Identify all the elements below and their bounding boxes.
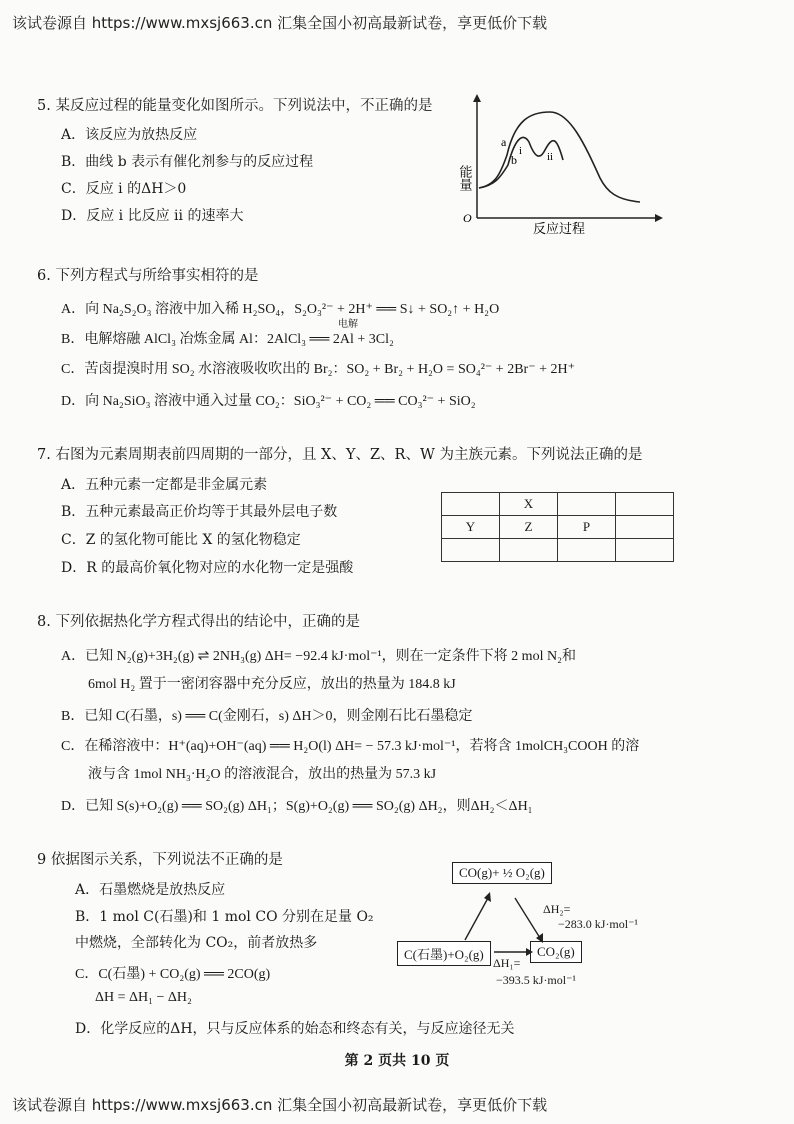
q9-option-b-line2: 中燃烧，全部转化为 CO₂，前者放热多	[75, 935, 318, 951]
graph-label-ii: ii	[547, 151, 554, 163]
dh1-label: ΔH₁=	[493, 956, 521, 970]
q6-stem: 6. 下列方程式与所给事实相符的是	[37, 268, 259, 284]
q6-option-a: A．向 Na₂S₂O₃ 溶液中加入稀 H₂SO₄，S₂O₃²⁻ + 2H⁺ ══ S↓ + SO₂↑ + H₂O	[61, 302, 500, 317]
page-number: 第 2 页共 10 页	[344, 1053, 450, 1069]
graph-label-b: b	[511, 153, 517, 167]
y-axis-arrow	[473, 94, 481, 102]
pt-cell	[442, 539, 500, 562]
q6-option-d: D．向 Na₂SiO₃ 溶液中通入过量 CO₂：SiO₃²⁻ + CO₂ ══ CO₃²⁻ + SiO₂	[61, 394, 476, 409]
x-axis-arrow	[655, 214, 663, 222]
q5-option-b: B．曲线 b 表示有催化剂参与的反应过程	[61, 154, 314, 170]
periodic-table-fragment	[441, 492, 674, 562]
pt-cell-p: P	[558, 516, 616, 539]
q5-stem: 5. 某反应过程的能量变化如图所示。下列说法中，不正确的是	[37, 98, 433, 114]
q7-stem: 7. 右图为元素周期表前四周期的一部分，且 X、Y、Z、R、W 为主族元素。下列说法正确的是	[37, 447, 643, 463]
q6-option-b: B．电解熔融 AlCl₃ 冶炼金属 Al：2AlCl₃ ══ 2Al + 3Cl₂	[61, 332, 394, 347]
q8-stem: 8. 下列依据热化学方程式得出的结论中，正确的是	[37, 614, 360, 630]
q5-energy-graph	[455, 90, 665, 240]
footer-banner: 该试卷源自 https://www.mxsj663.cn 汇集全国小初高最新试卷，享更低价下载	[12, 1096, 548, 1114]
pt-cell	[558, 493, 616, 516]
pt-cell	[616, 493, 674, 516]
q8-option-a-line2: 6mol H₂ 置于一密闭容器中充分反应，放出的热量为 184.8 kJ	[88, 677, 456, 692]
header-banner: 该试卷源自 https://www.mxsj663.cn 汇集全国小初高最新试卷，享更低价下载	[12, 14, 548, 32]
graph-origin: O	[463, 211, 472, 225]
diagram-left-box: C(石墨)+O₂(g)	[397, 941, 491, 966]
q8-option-c-line1: C．在稀溶液中：H⁺(aq)+OH⁻(aq) ══ H₂O(l) ΔH= − 57.3 kJ·mol⁻¹，若将含 1molCH₃COOH 的溶	[61, 739, 640, 754]
diagram-top-box: CO(g)+ ½ O₂(g)	[452, 862, 552, 884]
q9-option-a: A．石墨燃烧是放热反应	[75, 882, 226, 898]
q8-option-a-line1: A．已知 N₂(g)+3H₂(g) ⇌ 2NH₃(g) ΔH= −92.4 kJ·mol⁻¹，则在一定条件下将 2 mol N₂和	[61, 649, 576, 664]
q7-option-a: A．五种元素一定都是非金属元素	[61, 477, 268, 493]
dh1-value: −393.5 kJ·mol⁻¹	[496, 973, 577, 987]
diagram-right-box: CO₂(g)	[530, 941, 582, 963]
pt-cell	[558, 539, 616, 562]
pt-cell	[442, 493, 500, 516]
pt-cell	[500, 539, 558, 562]
q9-option-c-line2: ΔH = ΔH₁ − ΔH₂	[95, 990, 192, 1005]
q7-option-c: C．Z 的氢化物可能比 X 的氢化物稳定	[61, 532, 301, 548]
q9-option-c-line1: C．C(石墨) + CO₂(g) ══ 2CO(g)	[75, 967, 271, 982]
q7-option-b: B．五种元素最高正价均等于其最外层电子数	[61, 504, 338, 520]
q9-option-b-line1: B．1 mol C(石墨)和 1 mol CO 分别在足量 O₂	[75, 909, 374, 925]
q8-option-b: B．已知 C(石墨，s) ══ C(金刚石，s) ΔH＞0，则金刚石比石墨稳定	[61, 709, 473, 724]
dh2-label: ΔH₂=	[543, 902, 571, 916]
pt-cell	[616, 539, 674, 562]
arrow-up-head	[484, 892, 491, 902]
q7-option-d: D．R 的最高价氧化物对应的水化物一定是强酸	[61, 560, 354, 576]
pt-cell	[616, 516, 674, 539]
q6-b-condition: 电解	[338, 319, 358, 330]
q5-option-a: A．该反应为放热反应	[61, 127, 198, 143]
pt-cell-y: Y	[442, 516, 500, 539]
dh2-value: −283.0 kJ·mol⁻¹	[558, 917, 639, 931]
pt-cell-x: X	[500, 493, 558, 516]
graph-xlabel: 反应过程	[533, 221, 586, 236]
arrow-down	[515, 898, 540, 938]
arrow-right-head	[526, 948, 533, 956]
q9-stem: 9 依据图示关系，下列说法不正确的是	[37, 852, 283, 868]
curve-a	[479, 112, 640, 202]
q6-option-c: C．苦卤提溴时用 SO₂ 水溶液吸收吹出的 Br₂：SO₂ + Br₂ + H₂O = SO₄²⁻ + 2Br⁻ + 2H⁺	[61, 362, 575, 377]
q8-option-d: D．已知 S(s)+O₂(g) ══ SO₂(g) ΔH₁；S(g)+O₂(g) ══ SO₂(g) ΔH₂，则ΔH₂＜ΔH₁	[61, 799, 533, 814]
q9-option-d: D．化学反应的ΔH，只与反应体系的始态和终态有关，与反应途径无关	[75, 1021, 515, 1037]
graph-label-a: a	[501, 135, 507, 149]
q5-option-c: C．反应 i 的ΔH＞0	[61, 181, 187, 197]
q8-option-c-line2: 液与含 1mol NH₃·H₂O 的溶液混合，放出的热量为 57.3 kJ	[88, 767, 437, 782]
arrow-up	[465, 898, 488, 940]
graph-label-i: i	[519, 145, 523, 157]
pt-cell-z: Z	[500, 516, 558, 539]
graph-ylabel: 能量	[457, 165, 473, 191]
q5-option-d: D．反应 i 比反应 ii 的速率大	[61, 208, 244, 224]
